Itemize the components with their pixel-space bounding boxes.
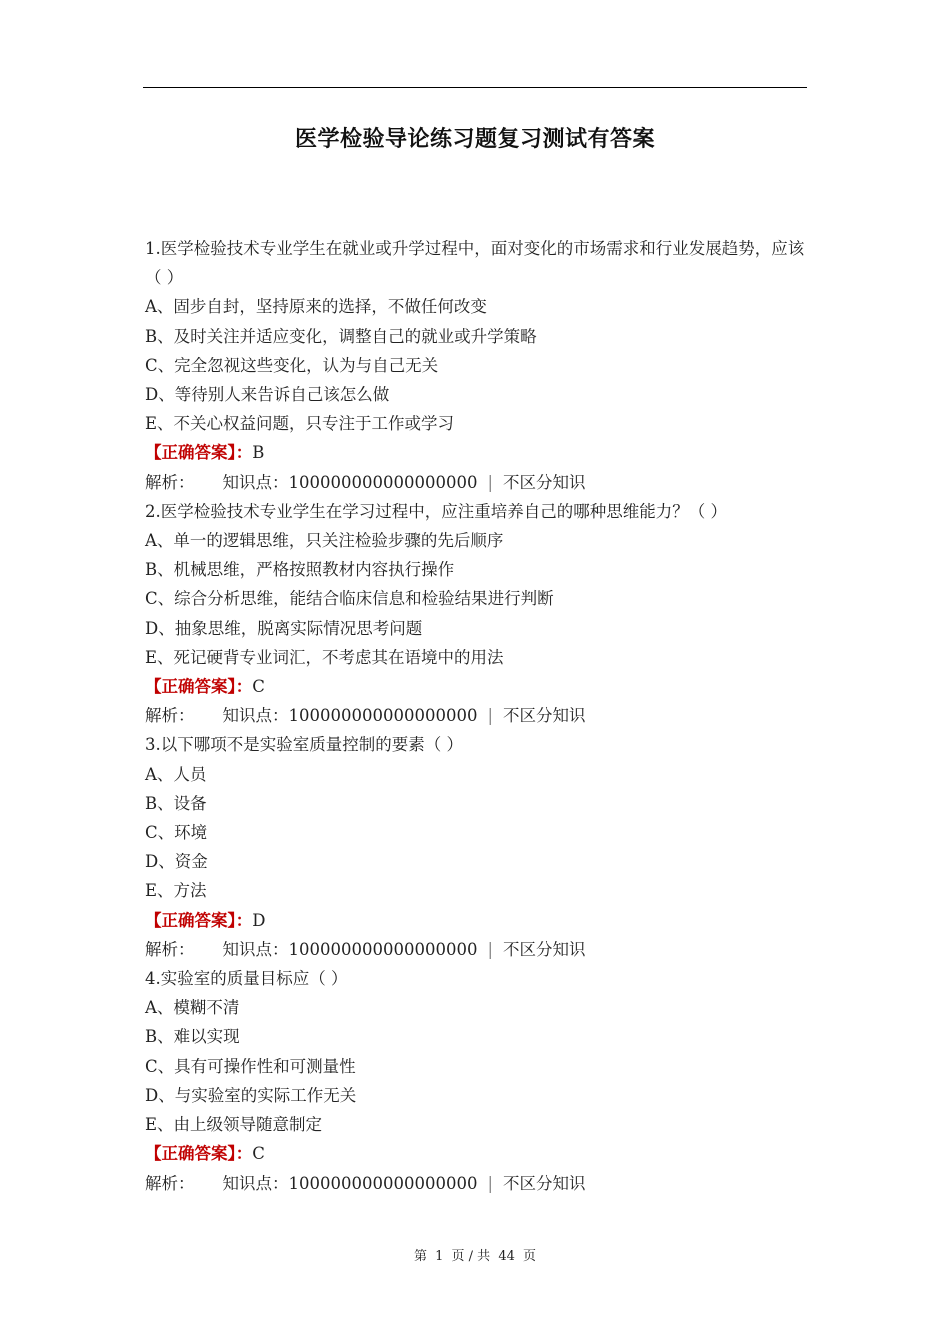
analysis-label: 解析：	[145, 472, 195, 492]
option-e: E、方法	[145, 881, 207, 901]
question-4	[145, 964, 805, 1198]
knowledge-tag: 不区分知识	[503, 939, 586, 959]
option-c: C、完全忽视这些变化，认为与自己无关	[145, 355, 439, 375]
knowledge-tag: 不区分知识	[503, 1173, 586, 1193]
question-text: 3.以下哪项不是实验室质量控制的要素（ ）	[145, 735, 463, 755]
option-b: B、机械思维，严格按照教材内容执行操作	[145, 560, 455, 580]
answer-value: C	[252, 1144, 265, 1164]
answer-value: C	[252, 677, 265, 697]
option-b: B、难以实现	[145, 1027, 240, 1047]
option-a: A、单一的逻辑思维，只关注检验步骤的先后顺序	[145, 531, 504, 551]
document-title: 医学检验导论练习题复习测试有答案	[294, 126, 655, 152]
answer-label: 【正确答案】：	[145, 443, 253, 463]
option-a: A、模糊不清	[145, 998, 240, 1018]
answer-label: 【正确答案】：	[145, 677, 253, 697]
option-d: D、抽象思维，脱离实际情况思考问题	[145, 618, 423, 638]
answer-value: D	[252, 910, 266, 930]
correct-answer	[145, 1139, 805, 1168]
question-2	[145, 497, 805, 731]
analysis	[145, 935, 805, 964]
analysis-label: 解析：	[145, 1173, 195, 1193]
option-b: B、设备	[145, 793, 207, 813]
knowledge-point: 知识点：100000000000000000	[222, 939, 478, 959]
option-d: D、等待别人来告诉自己该怎么做	[145, 385, 390, 405]
option-a: A、固步自封，坚持原来的选择，不做任何改变	[145, 297, 487, 317]
question-3	[145, 730, 805, 964]
option-d: D、资金	[145, 852, 208, 872]
footer-mid: 页 / 共	[451, 1249, 491, 1264]
question-text: 4.实验室的质量目标应（ ）	[145, 969, 348, 989]
page-footer	[0, 1245, 950, 1264]
option-e: E、不关心权益问题，只专注于工作或学习	[145, 414, 455, 434]
analysis	[145, 1169, 805, 1198]
option-c: C、综合分析思维，能结合临床信息和检验结果进行判断	[145, 589, 554, 609]
analysis-label: 解析：	[145, 706, 195, 726]
answer-value: B	[252, 443, 265, 463]
question-list	[145, 234, 805, 1198]
answer-label: 【正确答案】：	[145, 1144, 253, 1164]
footer-prefix: 第	[413, 1249, 427, 1264]
knowledge-tag: 不区分知识	[503, 472, 586, 492]
separator: |	[487, 1173, 494, 1193]
option-c: C、具有可操作性和可测量性	[145, 1056, 356, 1076]
current-page-number: 1	[435, 1249, 444, 1264]
correct-answer	[145, 906, 805, 935]
option-e: E、死记硬背专业词汇，不考虑其在语境中的用法	[145, 647, 504, 667]
option-a: A、人员	[145, 764, 207, 784]
option-d: D、与实验室的实际工作无关	[145, 1085, 357, 1105]
question-text: 1.医学检验技术专业学生在就业或升学过程中，面对变化的市场需求和行业发展趋势，应该（ ）	[145, 239, 805, 288]
correct-answer	[145, 672, 805, 701]
analysis-label: 解析：	[145, 939, 195, 959]
total-page-count: 44	[498, 1249, 515, 1264]
analysis	[145, 701, 805, 730]
knowledge-point: 知识点：100000000000000000	[222, 706, 478, 726]
separator: |	[487, 472, 494, 492]
knowledge-point: 知识点：100000000000000000	[222, 1173, 478, 1193]
knowledge-tag: 不区分知识	[503, 706, 586, 726]
separator: |	[487, 939, 494, 959]
footer-suffix: 页	[523, 1249, 537, 1264]
option-b: B、及时关注并适应变化，调整自己的就业或升学策略	[145, 326, 537, 346]
knowledge-point: 知识点：100000000000000000	[222, 472, 478, 492]
answer-label: 【正确答案】：	[145, 910, 253, 930]
question-text: 2.医学检验技术专业学生在学习过程中，应注重培养自己的哪种思维能力？（ ）	[145, 501, 727, 521]
header-rule	[143, 87, 807, 88]
separator: |	[487, 706, 494, 726]
correct-answer	[145, 438, 805, 467]
question-1	[145, 234, 805, 497]
analysis	[145, 468, 805, 497]
option-e: E、由上级领导随意制定	[145, 1115, 323, 1135]
option-c: C、环境	[145, 823, 208, 843]
